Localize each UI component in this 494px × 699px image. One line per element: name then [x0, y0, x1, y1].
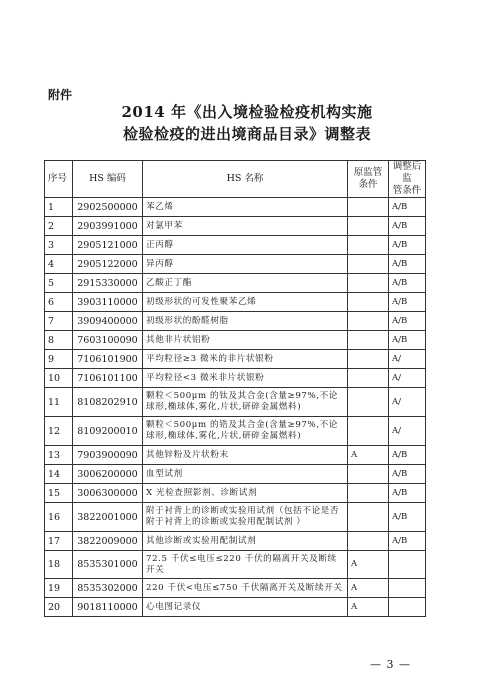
cell-adjusted-condition: A/B: [389, 274, 426, 293]
cell-adjusted-condition: A/B: [389, 217, 426, 236]
cell-original-condition: A: [348, 598, 389, 617]
header-adjusted-condition: [389, 161, 426, 198]
header-hs-name: HS 名称: [143, 161, 348, 198]
cell-adjusted-condition: A/: [389, 417, 426, 446]
header-adjusted-line-2: 管条件: [392, 185, 422, 196]
cell-hs-name: 正丙醇: [143, 236, 348, 255]
cell-seq: 5: [45, 274, 73, 293]
cell-adjusted-condition: A/B: [389, 255, 426, 274]
table-row: [45, 217, 426, 236]
cell-original-condition: A: [348, 579, 389, 598]
cell-hs-name: 颗粒＜500μm 的钛及其合金(含量≥97%,不论球形,椭球体,雾化,片状,研碎金属燃料): [143, 388, 348, 417]
cell-original-condition: [348, 217, 389, 236]
cell-original-condition: A: [348, 446, 389, 465]
cell-hs-name: 平均粒径<3 微米非片状银粉: [143, 369, 348, 388]
cell-seq: 3: [45, 236, 73, 255]
cell-adjusted-condition: A/B: [389, 465, 426, 484]
cell-hs-name: 72.5 千伏≤电压≤220 千伏的隔离开关及断续开关: [143, 551, 348, 579]
header-seq: 序号: [45, 161, 73, 198]
cell-original-condition: [348, 350, 389, 369]
table-row: [45, 598, 426, 617]
cell-seq: 6: [45, 293, 73, 312]
cell-seq: 12: [45, 417, 73, 446]
annex-label: 附件: [48, 88, 73, 102]
cell-original-condition: [348, 465, 389, 484]
cell-original-condition: [348, 312, 389, 331]
cell-hs-code: 7903900090: [73, 446, 143, 465]
table-row: [45, 484, 426, 503]
cell-seq: 1: [45, 198, 73, 217]
cell-adjusted-condition: A/B: [389, 331, 426, 350]
cell-hs-name: 平均粒径≥3 微米的非片状银粉: [143, 350, 348, 369]
cell-hs-code: 8109200010: [73, 417, 143, 446]
cell-seq: 20: [45, 598, 73, 617]
cell-seq: 19: [45, 579, 73, 598]
cell-hs-name: 血型试剂: [143, 465, 348, 484]
table-row: [45, 465, 426, 484]
header-original-line-2: 条件: [358, 179, 378, 190]
cell-seq: 8: [45, 331, 73, 350]
cell-hs-code: 7106101100: [73, 369, 143, 388]
cell-adjusted-condition: A/B: [389, 484, 426, 503]
cell-hs-name: 乙酸正丁酯: [143, 274, 348, 293]
table-row: [45, 293, 426, 312]
cell-original-condition: A: [348, 551, 389, 579]
cell-seq: 9: [45, 350, 73, 369]
cell-adjusted-condition: A/B: [389, 236, 426, 255]
cell-hs-name: 附于衬背上的诊断或实验用试剂（包括不论是否附于衬背上的诊断或实验用配制试剂 ）: [143, 503, 348, 532]
cell-original-condition: [348, 331, 389, 350]
cell-seq: 2: [45, 217, 73, 236]
cell-seq: 10: [45, 369, 73, 388]
cell-hs-name: 初级形状的可发性聚苯乙烯: [143, 293, 348, 312]
cell-adjusted-condition: A/: [389, 369, 426, 388]
cell-seq: 7: [45, 312, 73, 331]
cell-hs-code: 3909400000: [73, 312, 143, 331]
cell-original-condition: [348, 274, 389, 293]
table-row: [45, 312, 426, 331]
cell-adjusted-condition: [389, 551, 426, 579]
cell-hs-name: 对氯甲苯: [143, 217, 348, 236]
cell-hs-code: 3006300000: [73, 484, 143, 503]
cell-original-condition: [348, 293, 389, 312]
table-row: [45, 236, 426, 255]
table-row: [45, 388, 426, 417]
document-title-line-2: 检验检疫的进出境商品目录》调整表: [122, 125, 371, 143]
table-row: [45, 503, 426, 532]
table-row: [45, 369, 426, 388]
cell-original-condition: [348, 369, 389, 388]
document-title-line-1: 2014 年《出入境检验检疫机构实施: [121, 103, 373, 121]
cell-seq: 18: [45, 551, 73, 579]
cell-hs-code: 2902500000: [73, 198, 143, 217]
cell-hs-name: 220 千伏<电压≤750 千伏隔离开关及断续开关: [143, 579, 348, 598]
header-original-condition: [348, 161, 389, 198]
cell-seq: 11: [45, 388, 73, 417]
cell-seq: 15: [45, 484, 73, 503]
cell-seq: 17: [45, 532, 73, 551]
cell-original-condition: [348, 503, 389, 532]
adjustment-table: [44, 160, 426, 617]
cell-hs-name: 其他非片状铝粉: [143, 331, 348, 350]
cell-adjusted-condition: [389, 579, 426, 598]
cell-seq: 4: [45, 255, 73, 274]
cell-adjusted-condition: A/B: [389, 198, 426, 217]
cell-hs-code: 3822001000: [73, 503, 143, 532]
cell-adjusted-condition: A/B: [389, 532, 426, 551]
page-number: — 3 —: [370, 658, 411, 671]
cell-hs-name: 心电图记录仪: [143, 598, 348, 617]
cell-hs-name: 苯乙烯: [143, 198, 348, 217]
cell-hs-code: 7603100090: [73, 331, 143, 350]
cell-hs-code: 3006200000: [73, 465, 143, 484]
cell-original-condition: [348, 198, 389, 217]
table-header-row: [45, 161, 426, 198]
cell-adjusted-condition: A/: [389, 388, 426, 417]
cell-original-condition: [348, 417, 389, 446]
header-hs-code: HS 编码: [73, 161, 143, 198]
cell-seq: 14: [45, 465, 73, 484]
cell-original-condition: [348, 255, 389, 274]
cell-seq: 16: [45, 503, 73, 532]
table-row: [45, 274, 426, 293]
cell-hs-name: 异丙醇: [143, 255, 348, 274]
cell-adjusted-condition: A/B: [389, 446, 426, 465]
cell-hs-code: 7106101900: [73, 350, 143, 369]
table-row: [45, 255, 426, 274]
cell-seq: 13: [45, 446, 73, 465]
table-row: [45, 198, 426, 217]
cell-hs-name: 其他诊断或实验用配制试剂: [143, 532, 348, 551]
cell-hs-code: 2905121000: [73, 236, 143, 255]
header-adjusted-line-1: 调整后监: [392, 161, 422, 184]
cell-hs-code: 2915330000: [73, 274, 143, 293]
cell-adjusted-condition: A/B: [389, 293, 426, 312]
cell-hs-code: 9018110000: [73, 598, 143, 617]
cell-hs-code: 8535301000: [73, 551, 143, 579]
cell-adjusted-condition: [389, 598, 426, 617]
header-original-line-1: 原监管: [353, 167, 383, 178]
cell-hs-code: 8535302000: [73, 579, 143, 598]
cell-original-condition: [348, 484, 389, 503]
cell-hs-code: 3822009000: [73, 532, 143, 551]
cell-hs-name: 其他锌粉及片状粉末: [143, 446, 348, 465]
table-row: [45, 532, 426, 551]
cell-hs-code: 8108202910: [73, 388, 143, 417]
cell-adjusted-condition: A/: [389, 350, 426, 369]
cell-original-condition: [348, 388, 389, 417]
table-row: [45, 350, 426, 369]
cell-hs-name: 初级形状的酚醛树脂: [143, 312, 348, 331]
table-row: [45, 579, 426, 598]
cell-hs-code: 2903991000: [73, 217, 143, 236]
cell-hs-code: 2905122000: [73, 255, 143, 274]
cell-hs-name: X 光检查照影剂、诊断试剂: [143, 484, 348, 503]
cell-hs-code: 3903110000: [73, 293, 143, 312]
cell-original-condition: [348, 236, 389, 255]
table-body: [45, 198, 426, 617]
table-row: [45, 446, 426, 465]
table-row: [45, 331, 426, 350]
table-row: [45, 551, 426, 579]
cell-hs-name: 颗粒＜500μm 的锆及其合金(含量≥97%,不论球形,椭球体,雾化,片状,研碎金属燃料): [143, 417, 348, 446]
table-row: [45, 417, 426, 446]
cell-adjusted-condition: A/B: [389, 503, 426, 532]
cell-adjusted-condition: A/B: [389, 312, 426, 331]
cell-original-condition: [348, 532, 389, 551]
